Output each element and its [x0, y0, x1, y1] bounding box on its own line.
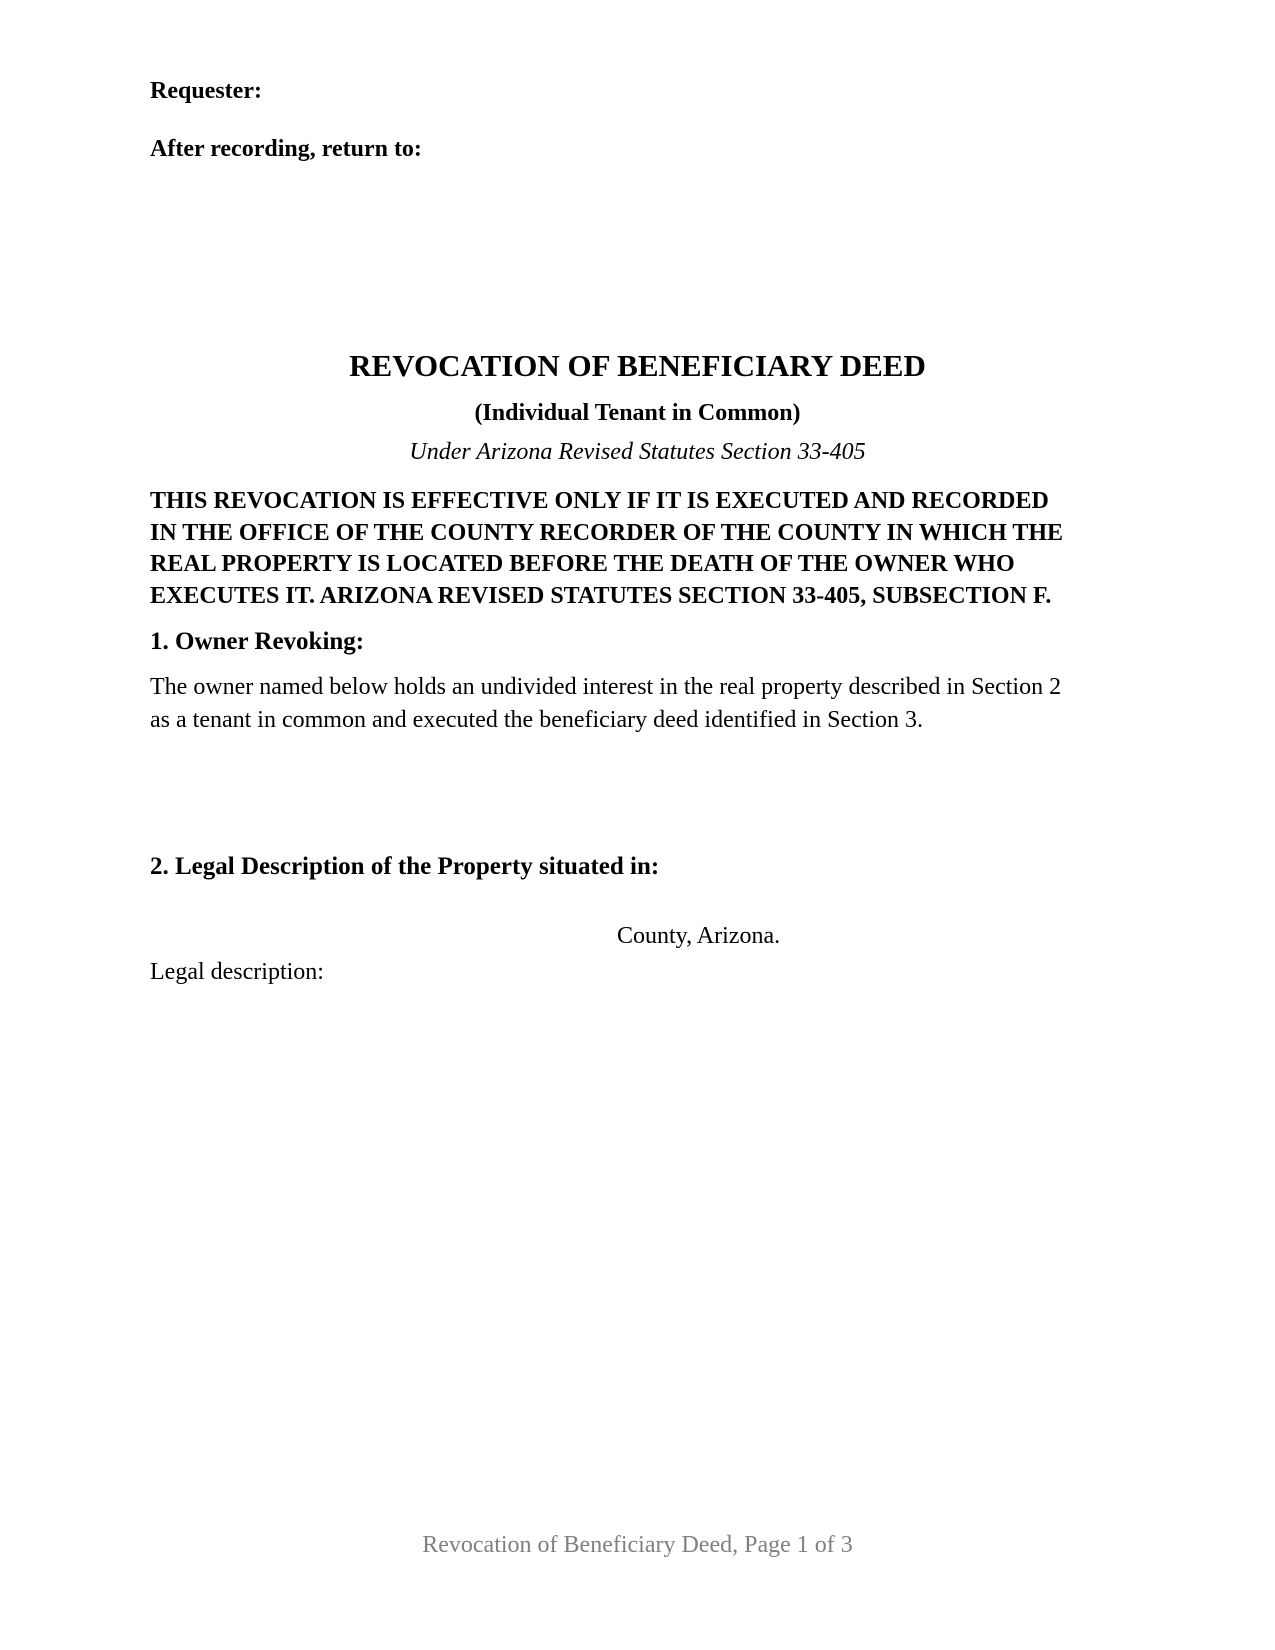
section-2-heading: 2. Legal Description of the Property situated in:	[150, 853, 660, 880]
document-subtitle: (Individual Tenant in Common)	[474, 400, 801, 426]
warning-line: REAL PROPERTY IS LOCATED BEFORE THE DEATH OF THE OWNER WHO	[150, 551, 1015, 577]
county-arizona-text: County, Arizona.	[617, 923, 781, 949]
section-1-body-line: The owner named below holds an undivided interest in the real property described in Section 2	[150, 674, 1062, 700]
legal-description-label: Legal description:	[150, 959, 324, 985]
return-to-label: After recording, return to:	[150, 136, 422, 162]
section-1-heading: 1. Owner Revoking:	[150, 628, 365, 655]
page-footer: Revocation of Beneficiary Deed, Page 1 of 3	[422, 1532, 853, 1558]
document-title: REVOCATION OF BENEFICIARY DEED	[349, 348, 926, 383]
section-1-body	[150, 671, 1061, 736]
warning-line: EXECUTES IT. ARIZONA REVISED STATUTES SECTION 33-405, SUBSECTION F.	[150, 582, 1052, 609]
effectiveness-warning	[150, 486, 1130, 612]
section-1-body-line: as a tenant in common and executed the beneficiary deed identified in Section 3.	[150, 706, 924, 733]
requester-label: Requester:	[150, 78, 262, 104]
warning-line: THIS REVOCATION IS EFFECTIVE ONLY IF IT IS EXECUTED AND RECORDED	[150, 488, 1049, 514]
warning-line: IN THE OFFICE OF THE COUNTY RECORDER OF THE COUNTY IN WHICH THE	[150, 519, 1064, 546]
statute-reference: Under Arizona Revised Statutes Section 33-405	[409, 439, 866, 465]
